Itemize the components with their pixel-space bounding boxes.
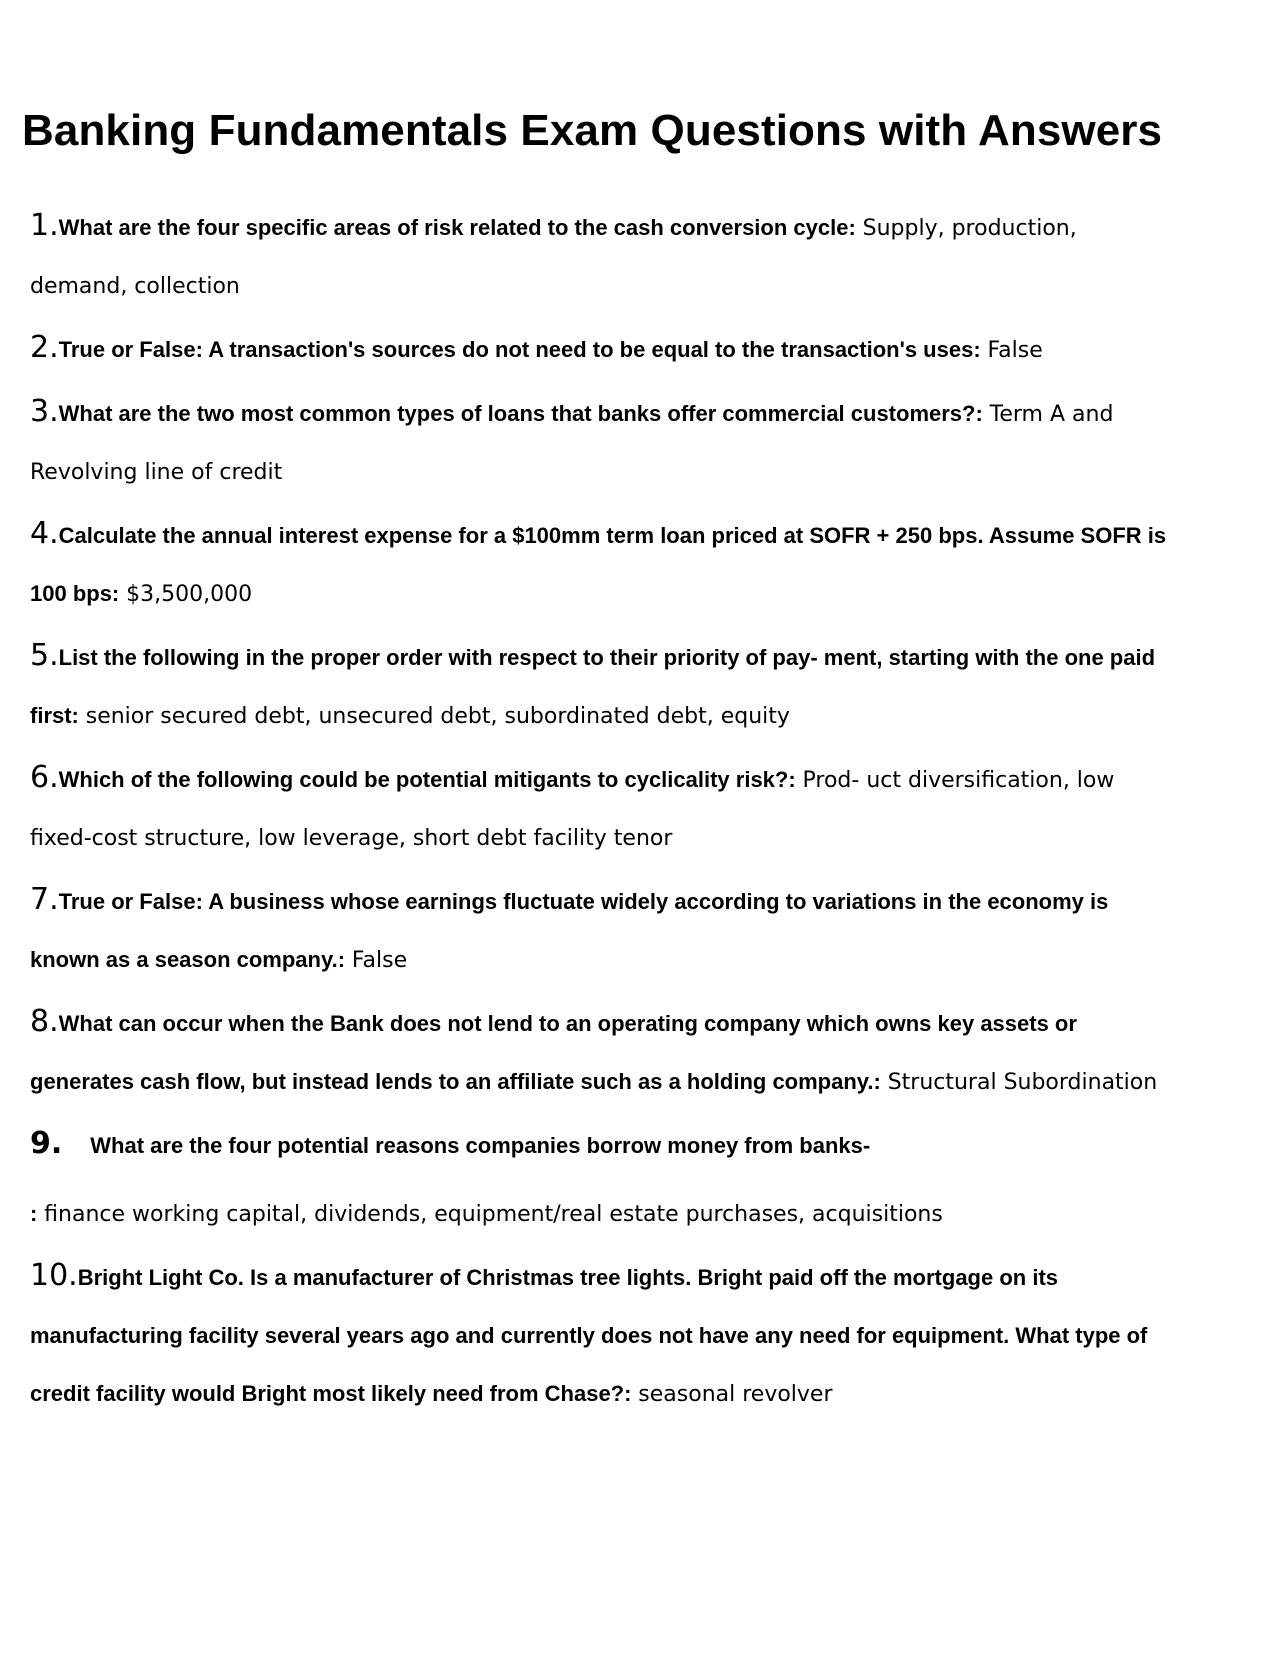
- question-number: 10.: [30, 1258, 78, 1293]
- question-text: What can occur when the Bank does not lend to an operating company which owns key assets or generates cash flow, but instead lends to an affiliate such as a holding company.:: [30, 1011, 1077, 1094]
- question-text: Which of the following could be potential mitigants to cyclicality risk?:: [58, 767, 796, 792]
- question-number: 8.: [30, 1004, 59, 1039]
- answer-text: Structural Subordination: [887, 1070, 1158, 1095]
- answer-text: Term A and Revolving line of credit: [30, 402, 1114, 485]
- question-item: [30, 874, 1175, 990]
- question-number: 5.: [30, 638, 59, 673]
- question-text: What are the two most common types of loans that banks offer commercial customers?:: [58, 401, 983, 426]
- answer-text: $3,500,000: [126, 582, 253, 607]
- answer-text: False: [987, 338, 1043, 363]
- question-number: 9.: [30, 1126, 63, 1161]
- question-number: 7.: [30, 882, 59, 917]
- question-list: [30, 200, 1175, 1430]
- answer-text: senior secured debt, unsecured debt, subordinated debt, equity: [85, 704, 790, 729]
- question-item: [30, 996, 1175, 1112]
- question-item: [30, 1250, 1175, 1424]
- answer-text: seasonal revolver: [638, 1382, 833, 1407]
- answer-text: Prod- uct diversification, low fixed-cost structure, low leverage, short debt facility tenor: [30, 768, 1115, 851]
- page-title: Banking Fundamentals Exam Questions with Answers: [22, 106, 1163, 155]
- question-item: [30, 386, 1175, 502]
- question-number: 6.: [30, 760, 59, 795]
- question-number: 4.: [30, 516, 59, 551]
- question-item: [30, 752, 1175, 868]
- question-text: What are the four potential reasons companies borrow money from banks-: [90, 1133, 871, 1158]
- question-text: Calculate the annual interest expense for a $100mm term loan priced at SOFR + 250 bps. Assume SOFR is 100 bps:: [30, 523, 1167, 606]
- question-text: List the following in the proper order with respect to their priority of pay- ment, starting with the one paid first:: [30, 645, 1156, 728]
- question-item: [30, 200, 1175, 316]
- answer-text: False: [351, 948, 408, 973]
- question-number: 2.: [30, 330, 59, 365]
- question-number: 1.: [30, 208, 59, 243]
- question-item: [30, 322, 1175, 380]
- question-text: What are the four specific areas of risk related to the cash conversion cycle:: [58, 215, 856, 240]
- answer-text: Supply, production, demand, collection: [30, 216, 1077, 299]
- question-item: [30, 630, 1175, 746]
- question-item: [30, 1118, 1175, 1244]
- question-text: True or False: A business whose earnings fluctuate widely according to variations in the economy is known as a season company.:: [30, 889, 1109, 972]
- answer-separator: :: [30, 1201, 38, 1226]
- question-text: Bright Light Co. Is a manufacturer of Christmas tree lights. Bright paid off the mortgage on its manufacturing facility several years ago and currently does not have any need for equipment. What type of credit facility would Bright most likely need from Chase?:: [30, 1265, 1148, 1406]
- question-item: [30, 508, 1175, 624]
- question-text: True or False: A transaction's sources do not need to be equal to the transaction's uses:: [58, 337, 981, 362]
- question-number: 3.: [30, 394, 59, 429]
- answer-text: finance working capital, dividends, equipment/real estate purchases, acquisitions: [44, 1202, 943, 1227]
